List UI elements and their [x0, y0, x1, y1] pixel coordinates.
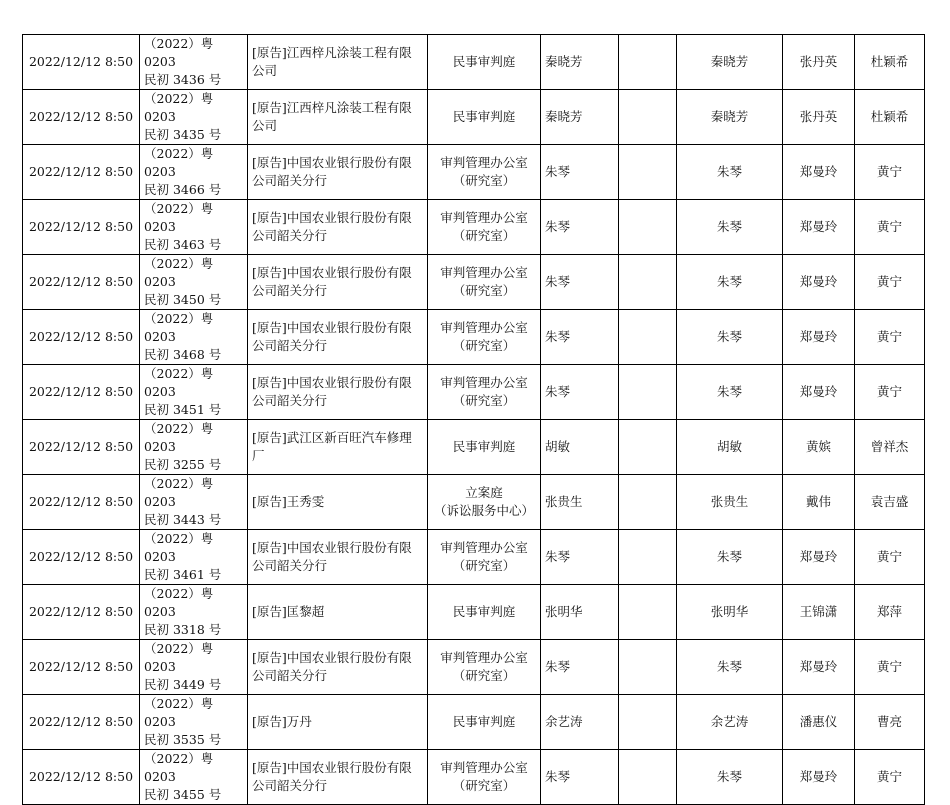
case-number-cell-text: （2022）粤 0203	[144, 311, 214, 344]
blank-cell	[619, 90, 677, 145]
presiding-judge-cell-text: 朱琴	[545, 164, 571, 179]
blank-cell	[619, 530, 677, 585]
hearing-time-cell	[23, 145, 140, 200]
hearing-time-cell-text: 2022/12/12 8:50	[28, 274, 134, 289]
clerk-cell	[783, 475, 855, 530]
presiding-judge-cell-text: 张贵生	[545, 494, 583, 509]
party-cell-text: [原告]中国农业银行股份有限公司韶关分行	[252, 210, 412, 243]
table-row	[23, 585, 925, 640]
assistant-cell-text: 黄宁	[876, 329, 902, 344]
clerk-cell-text: 郑曼玲	[799, 274, 838, 289]
case-number-cell	[140, 475, 248, 530]
hearing-schedule-table	[22, 34, 925, 805]
case-number-cell	[140, 90, 248, 145]
judge-cell-text: 胡敏	[716, 439, 742, 454]
department-cell	[428, 585, 541, 640]
hearing-time-cell	[23, 90, 140, 145]
hearing-time-cell	[23, 200, 140, 255]
assistant-cell	[855, 475, 925, 530]
assistant-cell-text: 杜颖希	[870, 109, 909, 124]
presiding-judge-cell-text: 秦晓芳	[545, 54, 583, 69]
case-number-cell-text: （2022）粤 0203	[144, 696, 214, 729]
department-cell	[428, 695, 541, 750]
table-row	[23, 90, 925, 145]
case-number-cell	[140, 585, 248, 640]
hearing-time-cell-text: 2022/12/12 8:50	[28, 329, 134, 344]
case-number-cell	[140, 640, 248, 695]
presiding-judge-cell-text: 朱琴	[545, 274, 571, 289]
party-cell-text: [原告]中国农业银行股份有限公司韶关分行	[252, 375, 412, 408]
party-cell	[248, 640, 428, 695]
party-cell	[248, 420, 428, 475]
blank-cell	[619, 255, 677, 310]
assistant-cell	[855, 585, 925, 640]
hearing-time-cell	[23, 365, 140, 420]
judge-cell	[677, 420, 783, 475]
assistant-cell	[855, 200, 925, 255]
department-cell-text: 民事审判庭	[452, 714, 516, 729]
party-cell-text: [原告]王秀雯	[252, 494, 325, 509]
case-number-cell-text: （2022）粤 0203	[144, 146, 214, 179]
department-cell-text: （研究室）	[452, 283, 516, 298]
party-cell	[248, 695, 428, 750]
judge-cell	[677, 255, 783, 310]
hearing-time-cell-text: 2022/12/12 8:50	[28, 219, 134, 234]
case-number-cell-text: 民初 3468 号	[144, 347, 222, 362]
clerk-cell	[783, 365, 855, 420]
judge-cell	[677, 695, 783, 750]
judge-cell	[677, 310, 783, 365]
blank-cell	[619, 200, 677, 255]
blank-cell	[619, 585, 677, 640]
assistant-cell	[855, 90, 925, 145]
case-number-cell-text: 民初 3318 号	[144, 622, 222, 637]
hearing-time-cell	[23, 585, 140, 640]
department-cell-text: 审判管理办公室	[440, 540, 528, 555]
presiding-judge-cell	[541, 200, 619, 255]
case-number-cell-text: 民初 3535 号	[144, 732, 222, 747]
hearing-time-cell	[23, 695, 140, 750]
case-number-cell-text: （2022）粤 0203	[144, 641, 214, 674]
case-number-cell	[140, 35, 248, 90]
case-number-cell	[140, 695, 248, 750]
clerk-cell	[783, 750, 855, 805]
judge-cell-text: 朱琴	[716, 164, 742, 179]
table-row	[23, 695, 925, 750]
party-cell	[248, 530, 428, 585]
clerk-cell	[783, 640, 855, 695]
clerk-cell	[783, 145, 855, 200]
assistant-cell	[855, 310, 925, 365]
party-cell	[248, 145, 428, 200]
case-number-cell-text: 民初 3455 号	[144, 787, 222, 802]
presiding-judge-cell	[541, 420, 619, 475]
department-cell	[428, 310, 541, 365]
blank-cell	[619, 420, 677, 475]
assistant-cell-text: 黄宁	[876, 549, 902, 564]
department-cell	[428, 365, 541, 420]
case-number-cell-text: 民初 3463 号	[144, 237, 222, 252]
party-cell	[248, 200, 428, 255]
case-number-cell-text: 民初 3443 号	[144, 512, 222, 527]
case-number-cell-text: （2022）粤 0203	[144, 421, 214, 454]
hearing-time-cell-text: 2022/12/12 8:50	[28, 494, 134, 509]
judge-cell	[677, 585, 783, 640]
department-cell-text: 审判管理办公室	[440, 265, 528, 280]
hearing-time-cell	[23, 420, 140, 475]
party-cell	[248, 255, 428, 310]
case-number-cell-text: 民初 3451 号	[144, 402, 222, 417]
case-number-cell-text: 民初 3436 号	[144, 72, 222, 87]
presiding-judge-cell	[541, 530, 619, 585]
case-number-cell	[140, 145, 248, 200]
presiding-judge-cell-text: 朱琴	[545, 219, 571, 234]
assistant-cell	[855, 530, 925, 585]
party-cell	[248, 90, 428, 145]
clerk-cell-text: 郑曼玲	[799, 164, 838, 179]
case-number-cell-text: （2022）粤 0203	[144, 586, 214, 619]
department-cell	[428, 90, 541, 145]
case-number-cell	[140, 255, 248, 310]
department-cell-text: （研究室）	[452, 558, 516, 573]
case-number-cell-text: （2022）粤 0203	[144, 476, 214, 509]
case-number-cell-text: 民初 3450 号	[144, 292, 222, 307]
department-cell	[428, 530, 541, 585]
hearing-time-cell	[23, 255, 140, 310]
case-number-cell-text: （2022）粤 0203	[144, 201, 214, 234]
judge-cell	[677, 145, 783, 200]
hearing-time-cell	[23, 640, 140, 695]
case-number-cell-text: （2022）粤 0203	[144, 91, 214, 124]
party-cell-text: [原告]中国农业银行股份有限公司韶关分行	[252, 540, 412, 573]
case-number-cell	[140, 310, 248, 365]
assistant-cell	[855, 35, 925, 90]
assistant-cell-text: 黄宁	[876, 219, 902, 234]
assistant-cell-text: 曾祥杰	[870, 439, 909, 454]
clerk-cell	[783, 35, 855, 90]
case-number-cell	[140, 200, 248, 255]
party-cell-text: [原告]中国农业银行股份有限公司韶关分行	[252, 320, 412, 353]
clerk-cell-text: 张丹英	[799, 54, 838, 69]
clerk-cell	[783, 420, 855, 475]
department-cell	[428, 640, 541, 695]
presiding-judge-cell-text: 朱琴	[545, 384, 571, 399]
presiding-judge-cell	[541, 640, 619, 695]
party-cell	[248, 475, 428, 530]
party-cell-text: [原告]江西梓凡涂装工程有限公司	[252, 100, 412, 133]
case-number-cell-text: （2022）粤 0203	[144, 36, 214, 69]
party-cell	[248, 750, 428, 805]
table-row	[23, 310, 925, 365]
department-cell	[428, 145, 541, 200]
department-cell-text: （诉讼服务中心）	[433, 503, 534, 518]
presiding-judge-cell-text: 朱琴	[545, 549, 571, 564]
hearing-time-cell-text: 2022/12/12 8:50	[28, 384, 134, 399]
presiding-judge-cell	[541, 255, 619, 310]
department-cell-text: 审判管理办公室	[440, 760, 528, 775]
presiding-judge-cell	[541, 750, 619, 805]
assistant-cell	[855, 640, 925, 695]
blank-cell	[619, 640, 677, 695]
department-cell-text: （研究室）	[452, 778, 516, 793]
party-cell-text: [原告]武江区新百旺汽车修理厂	[252, 430, 412, 463]
department-cell-text: （研究室）	[452, 393, 516, 408]
presiding-judge-cell-text: 朱琴	[545, 769, 571, 784]
clerk-cell	[783, 695, 855, 750]
case-number-cell-text: 民初 3466 号	[144, 182, 222, 197]
assistant-cell	[855, 145, 925, 200]
department-cell-text: （研究室）	[452, 668, 516, 683]
hearing-time-cell-text: 2022/12/12 8:50	[28, 549, 134, 564]
department-cell	[428, 475, 541, 530]
blank-cell	[619, 475, 677, 530]
case-number-cell-text: （2022）粤 0203	[144, 366, 214, 399]
table-row	[23, 530, 925, 585]
hearing-time-cell-text: 2022/12/12 8:50	[28, 604, 134, 619]
assistant-cell-text: 杜颖希	[870, 54, 909, 69]
case-number-cell-text: 民初 3461 号	[144, 567, 222, 582]
department-cell-text: 审判管理办公室	[440, 155, 528, 170]
assistant-cell	[855, 750, 925, 805]
table-row	[23, 255, 925, 310]
assistant-cell	[855, 695, 925, 750]
clerk-cell-text: 黄嫔	[805, 439, 831, 454]
blank-cell	[619, 310, 677, 365]
presiding-judge-cell	[541, 90, 619, 145]
case-number-cell-text: （2022）粤 0203	[144, 751, 214, 784]
blank-cell	[619, 750, 677, 805]
department-cell-text: 审判管理办公室	[440, 650, 528, 665]
assistant-cell-text: 黄宁	[876, 274, 902, 289]
hearing-time-cell-text: 2022/12/12 8:50	[28, 109, 134, 124]
judge-cell-text: 朱琴	[716, 329, 742, 344]
judge-cell-text: 朱琴	[716, 384, 742, 399]
case-number-cell	[140, 530, 248, 585]
presiding-judge-cell	[541, 695, 619, 750]
clerk-cell	[783, 530, 855, 585]
clerk-cell-text: 郑曼玲	[799, 219, 838, 234]
judge-cell	[677, 200, 783, 255]
assistant-cell-text: 黄宁	[876, 164, 902, 179]
department-cell-text: 立案庭	[465, 485, 503, 500]
case-number-cell-text: 民初 3435 号	[144, 127, 222, 142]
judge-cell-text: 秦晓芳	[710, 54, 749, 69]
judge-cell	[677, 750, 783, 805]
presiding-judge-cell-text: 胡敏	[545, 439, 571, 454]
blank-cell	[619, 35, 677, 90]
table-row	[23, 145, 925, 200]
hearing-time-cell	[23, 475, 140, 530]
clerk-cell-text: 潘惠仪	[799, 714, 838, 729]
clerk-cell-text: 郑曼玲	[799, 384, 838, 399]
presiding-judge-cell-text: 余艺涛	[545, 714, 583, 729]
clerk-cell	[783, 310, 855, 365]
party-cell-text: [原告]中国农业银行股份有限公司韶关分行	[252, 760, 412, 793]
case-number-cell-text: 民初 3449 号	[144, 677, 222, 692]
department-cell-text: （研究室）	[452, 228, 516, 243]
table-row	[23, 750, 925, 805]
presiding-judge-cell	[541, 310, 619, 365]
judge-cell	[677, 530, 783, 585]
hearing-time-cell	[23, 530, 140, 585]
department-cell-text: 审判管理办公室	[440, 375, 528, 390]
judge-cell-text: 朱琴	[716, 549, 742, 564]
presiding-judge-cell-text: 朱琴	[545, 329, 571, 344]
department-cell	[428, 35, 541, 90]
case-number-cell	[140, 420, 248, 475]
case-number-cell-text: （2022）粤 0203	[144, 531, 214, 564]
hearing-time-cell	[23, 310, 140, 365]
department-cell	[428, 750, 541, 805]
party-cell	[248, 35, 428, 90]
hearing-time-cell-text: 2022/12/12 8:50	[28, 769, 134, 784]
blank-cell	[619, 695, 677, 750]
party-cell-text: [原告]江西梓凡涂装工程有限公司	[252, 45, 412, 78]
hearing-time-cell-text: 2022/12/12 8:50	[28, 164, 134, 179]
case-number-cell	[140, 365, 248, 420]
table-row	[23, 200, 925, 255]
party-cell	[248, 365, 428, 420]
presiding-judge-cell	[541, 475, 619, 530]
hearing-time-cell-text: 2022/12/12 8:50	[28, 439, 134, 454]
blank-cell	[619, 145, 677, 200]
clerk-cell	[783, 585, 855, 640]
assistant-cell-text: 黄宁	[876, 659, 902, 674]
department-cell-text: （研究室）	[452, 338, 516, 353]
table-row	[23, 640, 925, 695]
assistant-cell-text: 曹亮	[876, 714, 902, 729]
table-row	[23, 35, 925, 90]
clerk-cell-text: 郑曼玲	[799, 659, 838, 674]
presiding-judge-cell	[541, 585, 619, 640]
department-cell-text: 审判管理办公室	[440, 320, 528, 335]
assistant-cell	[855, 365, 925, 420]
department-cell-text: （研究室）	[452, 173, 516, 188]
assistant-cell-text: 黄宁	[876, 384, 902, 399]
department-cell-text: 审判管理办公室	[440, 210, 528, 225]
judge-cell	[677, 365, 783, 420]
party-cell-text: [原告]中国农业银行股份有限公司韶关分行	[252, 265, 412, 298]
judge-cell-text: 朱琴	[716, 659, 742, 674]
case-number-cell	[140, 750, 248, 805]
department-cell-text: 民事审判庭	[452, 439, 516, 454]
department-cell	[428, 420, 541, 475]
hearing-time-cell-text: 2022/12/12 8:50	[28, 714, 134, 729]
department-cell	[428, 200, 541, 255]
assistant-cell-text: 郑萍	[876, 604, 902, 619]
table-row	[23, 420, 925, 475]
judge-cell	[677, 90, 783, 145]
clerk-cell-text: 戴伟	[805, 494, 831, 509]
department-cell-text: 民事审判庭	[452, 604, 516, 619]
judge-cell	[677, 640, 783, 695]
assistant-cell	[855, 420, 925, 475]
department-cell	[428, 255, 541, 310]
assistant-cell-text: 黄宁	[876, 769, 902, 784]
presiding-judge-cell-text: 秦晓芳	[545, 109, 583, 124]
table-row	[23, 365, 925, 420]
judge-cell-text: 秦晓芳	[710, 109, 749, 124]
department-cell-text: 民事审判庭	[452, 109, 516, 124]
assistant-cell-text: 袁吉盛	[870, 494, 909, 509]
presiding-judge-cell	[541, 35, 619, 90]
hearing-time-cell-text: 2022/12/12 8:50	[28, 659, 134, 674]
presiding-judge-cell-text: 朱琴	[545, 659, 571, 674]
judge-cell-text: 朱琴	[716, 769, 742, 784]
case-number-cell-text: 民初 3255 号	[144, 457, 222, 472]
table-row	[23, 475, 925, 530]
party-cell-text: [原告]万丹	[252, 714, 312, 729]
judge-cell-text: 张贵生	[710, 494, 749, 509]
judge-cell	[677, 35, 783, 90]
department-cell-text: 民事审判庭	[452, 54, 516, 69]
presiding-judge-cell-text: 张明华	[545, 604, 583, 619]
judge-cell	[677, 475, 783, 530]
hearing-time-cell	[23, 35, 140, 90]
party-cell-text: [原告]中国农业银行股份有限公司韶关分行	[252, 155, 412, 188]
clerk-cell-text: 郑曼玲	[799, 329, 838, 344]
judge-cell-text: 朱琴	[716, 219, 742, 234]
clerk-cell	[783, 255, 855, 310]
judge-cell-text: 张明华	[710, 604, 749, 619]
clerk-cell-text: 王锦潇	[799, 604, 838, 619]
hearing-time-cell-text: 2022/12/12 8:50	[28, 54, 134, 69]
judge-cell-text: 余艺涛	[710, 714, 749, 729]
clerk-cell-text: 郑曼玲	[799, 549, 838, 564]
clerk-cell-text: 郑曼玲	[799, 769, 838, 784]
table-body	[23, 35, 925, 805]
clerk-cell-text: 张丹英	[799, 109, 838, 124]
assistant-cell	[855, 255, 925, 310]
presiding-judge-cell	[541, 145, 619, 200]
party-cell	[248, 310, 428, 365]
presiding-judge-cell	[541, 365, 619, 420]
clerk-cell	[783, 200, 855, 255]
case-number-cell-text: （2022）粤 0203	[144, 256, 214, 289]
hearing-time-cell	[23, 750, 140, 805]
clerk-cell	[783, 90, 855, 145]
party-cell-text: [原告]匡黎超	[252, 604, 325, 619]
blank-cell	[619, 365, 677, 420]
party-cell	[248, 585, 428, 640]
party-cell-text: [原告]中国农业银行股份有限公司韶关分行	[252, 650, 412, 683]
judge-cell-text: 朱琴	[716, 274, 742, 289]
